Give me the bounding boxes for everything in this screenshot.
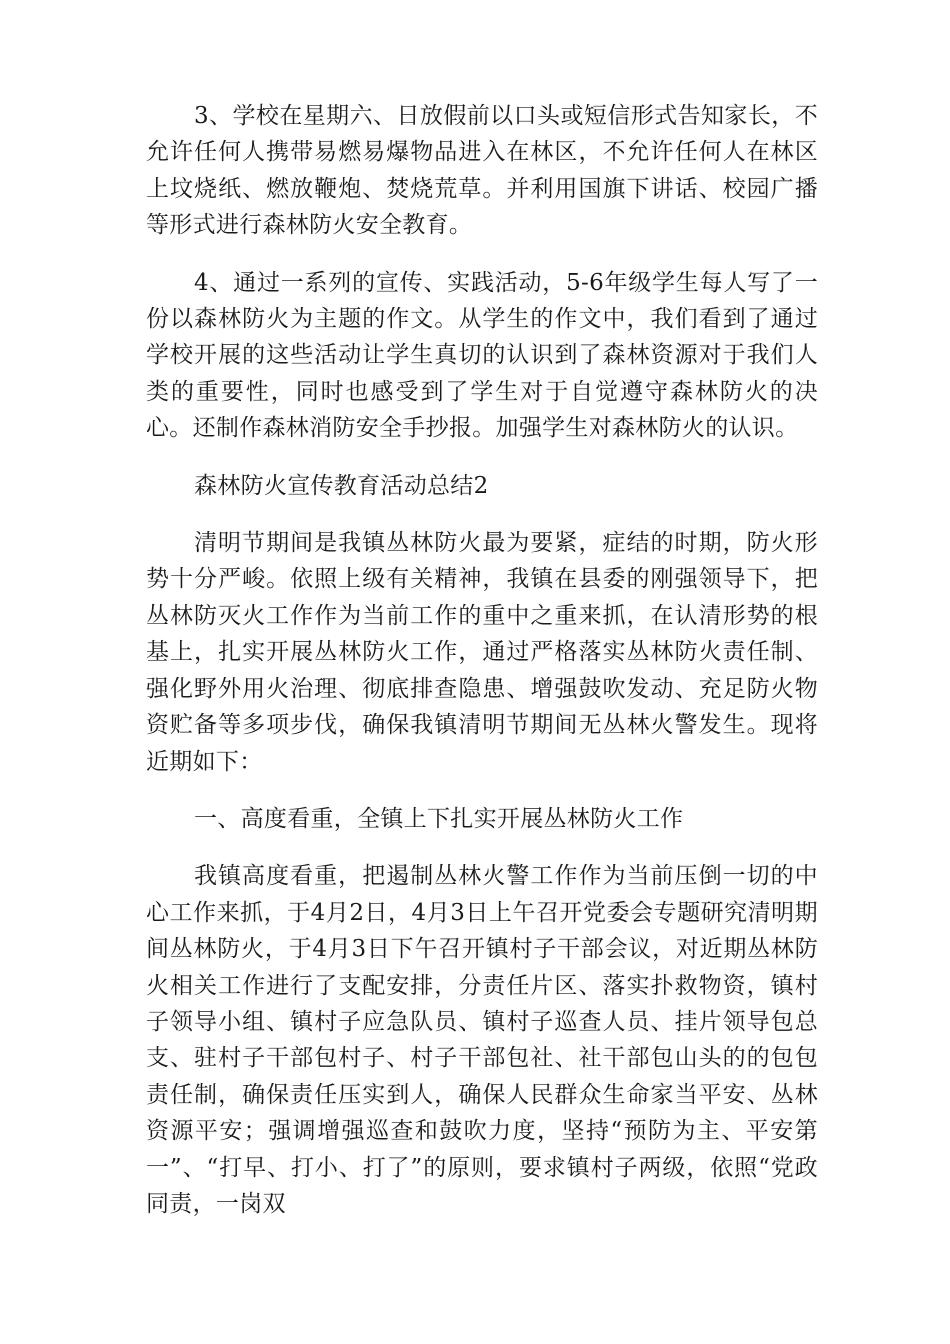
section-heading-1: 一、高度看重，全镇上下扎实开展丛林防火工作 bbox=[194, 805, 684, 832]
paragraph-item-4: 4、通过一系列的宣传、实践活动，5-6年级学生每人写了一份以森林防火为主题的作文。从学生的作文中，我们看到了通过学校开展的这些活动让学生真切的认识到了森林资源对于我们人类的重要性，同时也感受到了学生对于自觉遵守森林防火的决心。还制作森林消防安全手抄报。加强学生对森林防火的认识。 bbox=[146, 269, 818, 442]
section-title: 森林防火宣传教育活动总结2 bbox=[194, 472, 489, 499]
document-body bbox=[146, 98, 818, 1222]
paragraph-intro: 清明节期间是我镇丛林防火最为要紧，症结的时期，防火形势十分严峻。依照上级有关精神，我镇在县委的刚强领导下，把丛林防灭火工作作为当前工作的重中之重来抓，在认清形势的根基上，扎实开展丛林防火工作，通过严格落实丛林防火责任制、强化野外用火治理、彻底排查隐患、增强鼓吹发动、充足防火物资贮备等多项步伐，确保我镇清明节期间无丛林火警发生。现将近期如下： bbox=[146, 530, 818, 775]
paragraph-item-3: 3、学校在星期六、日放假前以口头或短信形式告知家长，不允许任何人携带易燃易爆物品进入在林区，不允许任何人在林区上坟烧纸、燃放鞭炮、焚烧荒草。并利用国旗下讲话、校园广播等形式进行森林防火安全教育。 bbox=[146, 103, 818, 239]
paragraph-body: 我镇高度看重，把遏制丛林火警工作作为当前压倒一切的中心工作来抓，于4月2日，4月3日上午召开党委会专题研究清明期间丛林防火，于4月3日下午召开镇村子干部会议，对近期丛林防火相关工作进行了支配安排，分责任片区、落实扑救物资，镇村子领导小组、镇村子应急队员、镇村子巡查人员、挂片领导包总支、驻村子干部包村子、村子干部包社、社干部包山头的的包包责任制，确保责任压实到人，确保人民群众生命家当平安、丛林资源平安；强调增强巡查和鼓吹力度，坚持“预防为主、平安第一”、“打早、打小、打了”的原则，要求镇村子两级，依照“党政同责，一岗双 bbox=[146, 863, 818, 1217]
